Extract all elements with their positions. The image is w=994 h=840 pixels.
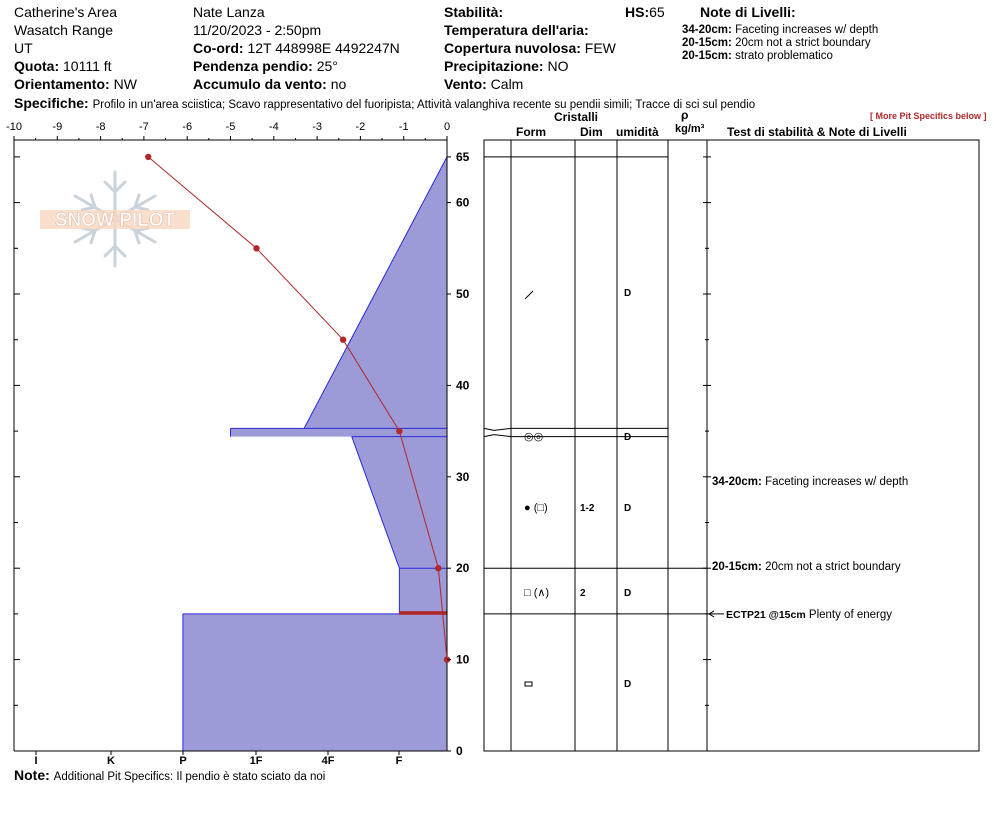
moisture-header: umidità (616, 125, 659, 139)
height-tick-label: 30 (456, 469, 470, 484)
temp-tick-label: 0 (443, 121, 451, 133)
slope-value: 25° (316, 58, 338, 74)
precip-value: NO (547, 58, 569, 74)
temp-tick-label: -2 (355, 121, 366, 133)
sky-value: FEW (584, 40, 616, 56)
temperature-point (396, 428, 402, 434)
state-name: UT (14, 40, 33, 56)
hardness-layer-4 (399, 568, 447, 614)
wind-load-value: no (330, 76, 347, 92)
hardness-tick-label: 1F (249, 755, 263, 767)
note-label: Note: (14, 767, 50, 783)
layer-connector (484, 428, 511, 430)
specifics-label: Specifiche: (14, 95, 89, 111)
layer-table (484, 140, 979, 751)
wind-load-label: Accumulo da vento: (193, 76, 327, 92)
snowpilot-logo-text: SNOW PILOT (54, 210, 176, 231)
table-border (484, 140, 979, 751)
size-header: Dim (580, 125, 603, 139)
layer-moisture: D (624, 432, 632, 443)
temperature-point (340, 337, 346, 343)
layer-annotation (712, 561, 901, 573)
height-tick-label: 10 (456, 652, 470, 667)
layer-connector (484, 435, 511, 437)
problem-layer-marker (399, 611, 447, 615)
temp-tick-label: -3 (312, 121, 322, 133)
layer-notes-title: Note di Livelli: (700, 4, 796, 20)
hs-value: 65 (649, 4, 665, 20)
temp-tick-label: -4 (268, 121, 279, 133)
stability-label: Stabilità: (444, 4, 504, 20)
layer-moisture: D (624, 679, 632, 690)
rho-header: ρ (681, 108, 689, 122)
air-temp-label: Temperatura dell'aria: (444, 22, 589, 38)
aspect-value: NW (113, 76, 137, 92)
height-tick-label: 65 (456, 149, 470, 164)
precip-label: Precipitazione: (444, 58, 544, 74)
layer-note-2-text: 20cm not a strict boundary (735, 37, 871, 49)
temp-tick-label: -5 (225, 121, 236, 133)
layer-annotation-depth: 34-20cm: (712, 475, 762, 488)
hardness-tick-label: 4F (321, 755, 335, 767)
wind-value: Calm (490, 76, 524, 92)
hardness-layer-5 (183, 614, 447, 751)
temp-tick-label: -10 (6, 121, 22, 133)
hardness-tick-label: I (34, 755, 38, 767)
temp-tick-label: -6 (182, 121, 193, 133)
height-tick-label: 40 (456, 378, 470, 393)
layer-annotation-depth: 20-15cm: (712, 560, 762, 573)
layer-annotation (712, 476, 908, 488)
height-tick-label: 20 (456, 561, 470, 576)
facet-depth-hoar-icon: □ (∧) (524, 587, 550, 599)
coord-value: 12T 448998E 4492247N (247, 40, 400, 56)
precip-particle-icon (525, 291, 533, 299)
layer-annotation-text: 20cm not a strict boundary (761, 560, 901, 573)
layer-moisture: D (624, 588, 632, 599)
temperature-point (145, 154, 151, 160)
temp-tick-label: -9 (52, 121, 63, 133)
rounded-facet-icon: ● (□) (524, 502, 548, 514)
stability-test-result: ECTP21 @15cm (726, 608, 806, 621)
stability-test (726, 609, 892, 621)
height-tick-label: 50 (456, 287, 470, 301)
melt-form-icon: ◎◎ (524, 431, 544, 443)
layer-note-3-depth: 20-15cm: (682, 50, 732, 62)
elevation-label: Quota: (14, 58, 60, 74)
hs-label: HS: (625, 4, 650, 20)
height-tick-label: 0 (456, 744, 463, 758)
elevation-value: 10111 ft (63, 58, 112, 74)
temp-tick-label: -1 (398, 121, 409, 133)
hardness-tick-label: K (107, 755, 115, 767)
observer-name: Nate Lanza (193, 4, 265, 20)
height-tick-label: 60 (456, 195, 470, 210)
aspect-label: Orientamento: (14, 76, 110, 92)
hardness-tick-label: F (395, 755, 403, 767)
layer-note-3-text: strato problematico (735, 50, 833, 62)
location-name: Catherine's Area (14, 4, 118, 20)
crystals-header: Cristalli (554, 110, 599, 124)
wind-label: Vento: (444, 76, 487, 92)
layer-moisture: D (624, 288, 632, 299)
layer-size: 2 (580, 588, 586, 599)
layer-moisture: D (624, 503, 632, 514)
pit-datetime: 11/20/2023 - 2:50pm (193, 22, 322, 38)
temp-tick-label: -8 (95, 121, 106, 133)
temperature-point (253, 245, 259, 251)
form-header: Form (516, 125, 546, 139)
tests-header: Test di stabilità & Note di Livelli (727, 125, 907, 139)
stability-test-comment: Plenty of energy (805, 608, 893, 621)
sky-label: Copertura nuvolosa: (444, 40, 581, 56)
coord-label: Co-ord: (193, 40, 244, 56)
note-text: Additional Pit Specifics: Il pendio è stato sciato da noi (53, 771, 326, 783)
slope-label: Pendenza pendio: (193, 58, 313, 74)
more-specifics-link[interactable]: [ More Pit Specifics below ] (870, 111, 987, 121)
hardness-profile (183, 157, 447, 751)
layer-note-1-depth: 34-20cm: (682, 24, 732, 36)
layer-note-1-text: Faceting increases w/ depth (735, 24, 879, 36)
layer-note-2-depth: 20-15cm: (682, 37, 732, 49)
hardness-layer-2 (231, 428, 448, 436)
temperature-point (435, 565, 441, 571)
hardness-tick-label: P (179, 755, 187, 767)
note-row (14, 767, 325, 785)
snowpilot-logo (40, 172, 190, 266)
layer-annotation-text: Faceting increases w/ depth (761, 475, 909, 488)
ice-formation-icon (525, 682, 532, 686)
specifics-value: Profilo in un'area sciistica; Scavo rappresentativo del fuoripista; Attività valanghiva recente su pendii simili; Tracce di sci sul pendio (92, 99, 756, 111)
temp-tick-label: -7 (139, 121, 149, 133)
range-name: Wasatch Range (14, 22, 114, 38)
density-header: kg/m³ (675, 123, 705, 135)
layer-size: 1-2 (580, 503, 595, 514)
